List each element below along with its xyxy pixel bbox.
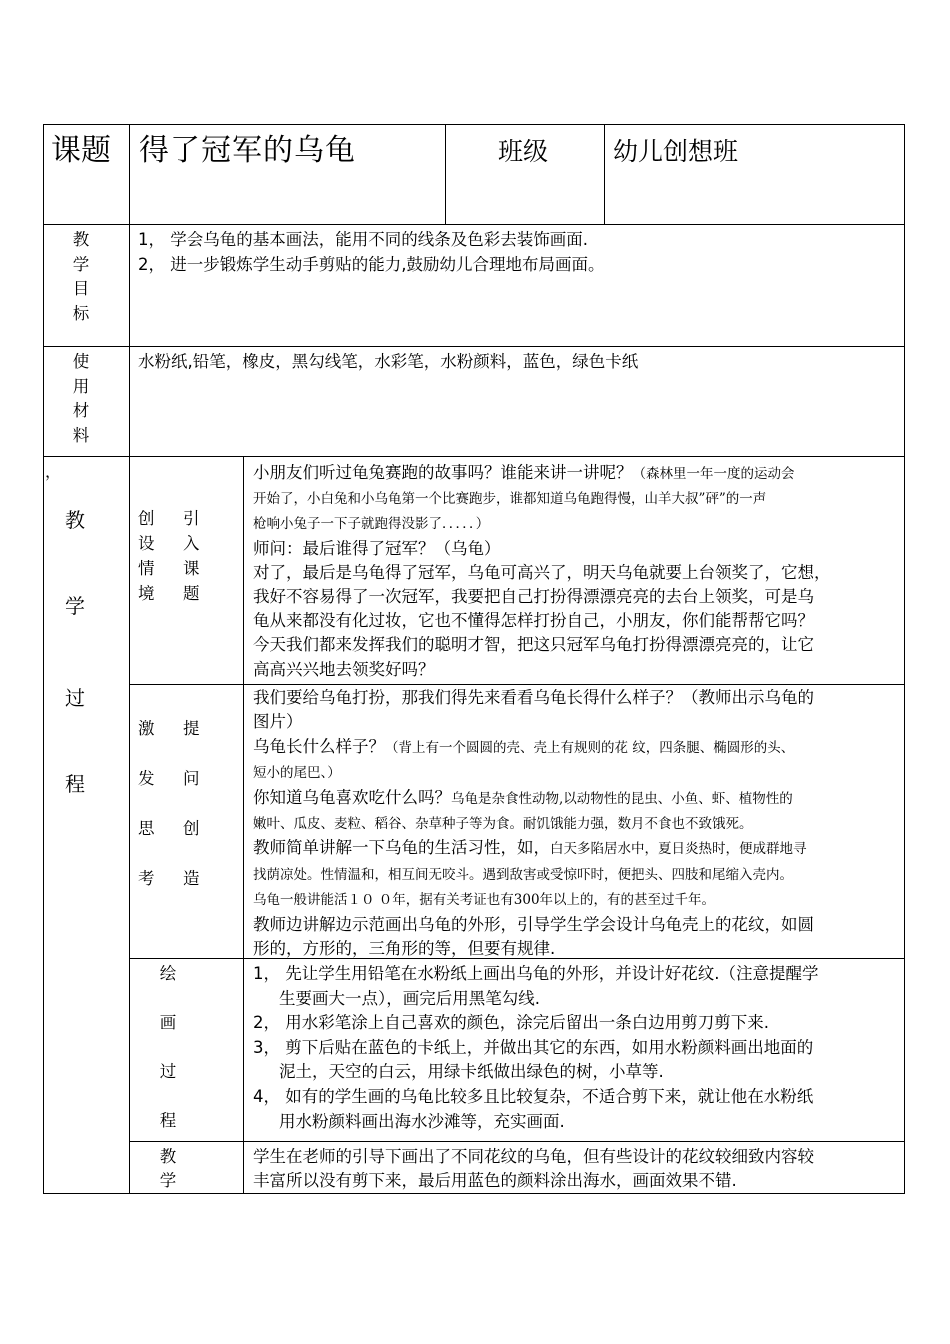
content-line xyxy=(253,887,715,912)
section3-label-char: 程 xyxy=(159,1111,177,1130)
section3-content xyxy=(253,962,819,1134)
process-label xyxy=(62,510,88,794)
content-line xyxy=(253,913,814,937)
section1-label xyxy=(138,506,206,606)
section2-label-row: 考 造 xyxy=(138,869,206,888)
drawing-step-line: 泥土，天空的白云，用绿卡纸做出绿色的树，小草等. xyxy=(279,1062,664,1082)
content-main-text: 乌龟长什么样子？ xyxy=(253,736,385,756)
table-line-after-goals xyxy=(43,346,905,347)
content-line xyxy=(253,511,489,536)
content-main-text: 教师边讲解边示范画出乌龟的外形，引导学生学会设计乌龟壳上的花纹，如圆 xyxy=(253,914,814,934)
table-line-after-header xyxy=(43,224,905,225)
section1-label-row: 设 入 xyxy=(138,534,206,553)
goal-item: 2， 进一步锻炼学生动手剪贴的能力,鼓励幼儿合理地布局画面。 xyxy=(138,254,605,274)
content-note-text: 枪响小兔子一下子就跑得没影了．．．．．） xyxy=(253,516,490,533)
goals-list xyxy=(138,228,605,277)
content-main-text: 今天我们都来发挥我们的聪明才智，把这只冠军乌龟打扮得漂漂亮亮的，让它 xyxy=(253,635,814,655)
class-value: 幼儿创想班 xyxy=(613,137,739,166)
table-line-after-materials xyxy=(43,456,905,457)
goals-label-char: 目 xyxy=(72,279,90,298)
table-border-right xyxy=(904,124,905,1194)
content-line xyxy=(253,710,303,734)
content-main-text: 你知道乌龟喜欢吃什么吗？ xyxy=(253,787,451,807)
section1-label-row: 创 引 xyxy=(138,509,206,528)
content-line xyxy=(253,658,435,682)
section1-label-row: 情 课 xyxy=(138,559,206,578)
content-main-text: 我们要给乌龟打扮，那我们得先来看看乌龟长得什么样子？（教师出示乌龟的 xyxy=(253,688,814,707)
table-line-process-sub xyxy=(243,456,244,1194)
section2-label xyxy=(138,704,206,904)
content-line xyxy=(253,811,753,836)
drawing-step-line: 生要画大一点），画完后用黑笔勾线. xyxy=(279,988,540,1008)
topic-value: 得了冠军的乌龟 xyxy=(139,133,356,168)
drawing-step-line: 2， 用水彩笔涂上自己喜欢的颜色，涂完后留出一条白边用剪刀剪下来. xyxy=(253,1013,769,1033)
table-line-process-3 xyxy=(129,1141,905,1142)
content-line xyxy=(253,537,501,561)
class-label: 班级 xyxy=(498,137,549,166)
materials-label-char: 用 xyxy=(72,376,90,396)
content-note-text: 嫩叶、瓜皮、麦粒、稻谷、杂草种子等为食。耐饥饿能力强，数月不食也不致饿死。 xyxy=(253,816,753,833)
goals-label-char: 学 xyxy=(72,254,90,274)
content-main-text: 师问：最后谁得了冠军？（乌龟） xyxy=(253,538,501,558)
content-main-text: 小朋友们听过龟兔赛跑的故事吗？谁能来讲一讲呢？ xyxy=(253,463,633,482)
content-line xyxy=(253,609,814,633)
table-line-header-1 xyxy=(445,124,446,224)
stray-mark: ， xyxy=(45,462,62,481)
process-label-char: 学 xyxy=(65,594,85,618)
content-line xyxy=(253,937,555,961)
goals-label-char: 教 xyxy=(72,230,90,249)
process-label-char: 教 xyxy=(65,508,85,532)
content-main-text: 教师简单讲解一下乌龟的生活习性，如， xyxy=(253,838,550,858)
section1-content xyxy=(253,461,831,682)
content-line xyxy=(253,461,795,486)
section2-content xyxy=(253,686,814,961)
content-note-text: （背上有一个圆圆的壳、壳上有规则的花 纹，四条腿、椭圆形的头、 xyxy=(385,739,795,756)
table-line-header-2 xyxy=(604,124,605,224)
content-main-text: 高高兴兴地去领奖好吗？ xyxy=(253,659,435,679)
table-border-top xyxy=(43,124,905,125)
section4-line: 学生在老师的引导下画出了不同花纹的乌龟，但有些设计的花纹较细致内容较 xyxy=(253,1147,814,1166)
drawing-step-line: 4， 如有的学生画的乌龟比较多且比较复杂，不适合剪下来，就让他在水粉纸 xyxy=(253,1086,814,1106)
section3-label-char: 画 xyxy=(159,1013,177,1032)
content-main-text: 龟从来都没有化过妆，它也不懂得怎样打扮自己，小朋友，你们能帮帮它吗？ xyxy=(253,611,814,631)
section3-label xyxy=(157,962,179,1133)
section4-content xyxy=(253,1145,814,1193)
content-note-text: 白天多陷居水中，夏日炎热时，便成群地寻 xyxy=(550,841,807,858)
content-line xyxy=(253,862,793,887)
table-line-label-col xyxy=(129,124,130,1194)
table-border-bottom xyxy=(43,1193,905,1194)
content-main-text: 图片） xyxy=(253,712,303,732)
content-note-text: 开始了，小白兔和小乌龟第一个比赛跑步，谁都知道乌龟跑得慢，山羊大叔”砰”的一声 xyxy=(253,491,767,508)
topic-label: 课题 xyxy=(51,133,111,168)
content-note-text: 乌龟一般讲能活１０ ０年，据有关考证也有300年以上的，有的甚至过千年。 xyxy=(253,892,716,909)
drawing-step-line: 用水粉颜料画出海水沙滩等，充实画面. xyxy=(279,1111,565,1131)
content-line xyxy=(253,735,794,760)
materials-label-char: 使 xyxy=(72,352,90,371)
section2-label-row: 发 问 xyxy=(138,769,206,788)
section4-label-char: 学 xyxy=(159,1171,177,1190)
section1-label-row: 境 题 xyxy=(138,584,206,603)
content-note-text: 短小的尾巴、） xyxy=(253,765,341,782)
goals-label xyxy=(70,228,92,326)
content-main-text: 我好不容易得了一次冠军，我要把自己打扮得漂漂亮亮的去台上领奖，可是乌 xyxy=(253,587,814,607)
section3-label-char: 绘 xyxy=(159,964,177,983)
section2-label-row: 思 创 xyxy=(138,819,206,838)
drawing-step-line: 1， 先让学生用铅笔在水粉纸上画出乌龟的外形，并设计好花纹.（注意提醒学 xyxy=(253,964,819,983)
section3-label-char: 过 xyxy=(159,1062,177,1081)
materials-label xyxy=(70,350,92,448)
materials-label-char: 材 xyxy=(72,401,90,420)
content-line xyxy=(253,686,814,710)
content-line xyxy=(253,561,831,585)
content-line xyxy=(253,633,814,657)
goals-label-char: 标 xyxy=(72,303,90,323)
table-line-process-1 xyxy=(129,684,905,685)
materials-label-char: 料 xyxy=(72,425,90,445)
content-note-text: 乌龟是杂食性动物,以动物性的昆虫、小鱼、虾、植物性的 xyxy=(451,790,793,807)
content-note-text: 找荫凉处。性情温和，相互间无咬斗。遇到敌害或受惊吓时，便把头、四肢和尾缩入壳内。 xyxy=(253,866,793,883)
content-main-text: 对了，最后是乌龟得了冠军，乌龟可高兴了，明天乌龟就要上台领奖了，它想， xyxy=(253,562,831,582)
materials-text: 水粉纸,铅笔，橡皮，黑勾线笔，水彩笔，水粉颜料，蓝色，绿色卡纸 xyxy=(138,352,639,371)
section4-line: 丰富所以没有剪下来，最后用蓝色的颜料涂出海水，画面效果不错. xyxy=(253,1171,737,1190)
table-border-left xyxy=(43,124,44,1194)
drawing-step-line: 3， 剪下后贴在蓝色的卡纸上，并做出其它的东西，如用水粉颜料画出地面的 xyxy=(253,1037,814,1057)
process-label-char: 程 xyxy=(65,772,85,796)
content-line xyxy=(253,585,814,609)
goal-item: 1， 学会乌龟的基本画法，能用不同的线条及色彩去装饰画面. xyxy=(138,230,588,249)
content-note-text: （森林里一年一度的运动会 xyxy=(632,466,795,482)
content-line xyxy=(253,760,341,785)
process-label-char: 过 xyxy=(65,686,85,710)
section4-label-char: 教 xyxy=(159,1147,177,1166)
content-line xyxy=(253,486,766,511)
content-main-text: 形的，方形的，三角形的等，但要有规律. xyxy=(253,939,556,959)
content-line xyxy=(253,836,807,861)
section4-label xyxy=(157,1145,179,1193)
content-line xyxy=(253,786,793,811)
section2-label-row: 激 提 xyxy=(138,719,206,738)
